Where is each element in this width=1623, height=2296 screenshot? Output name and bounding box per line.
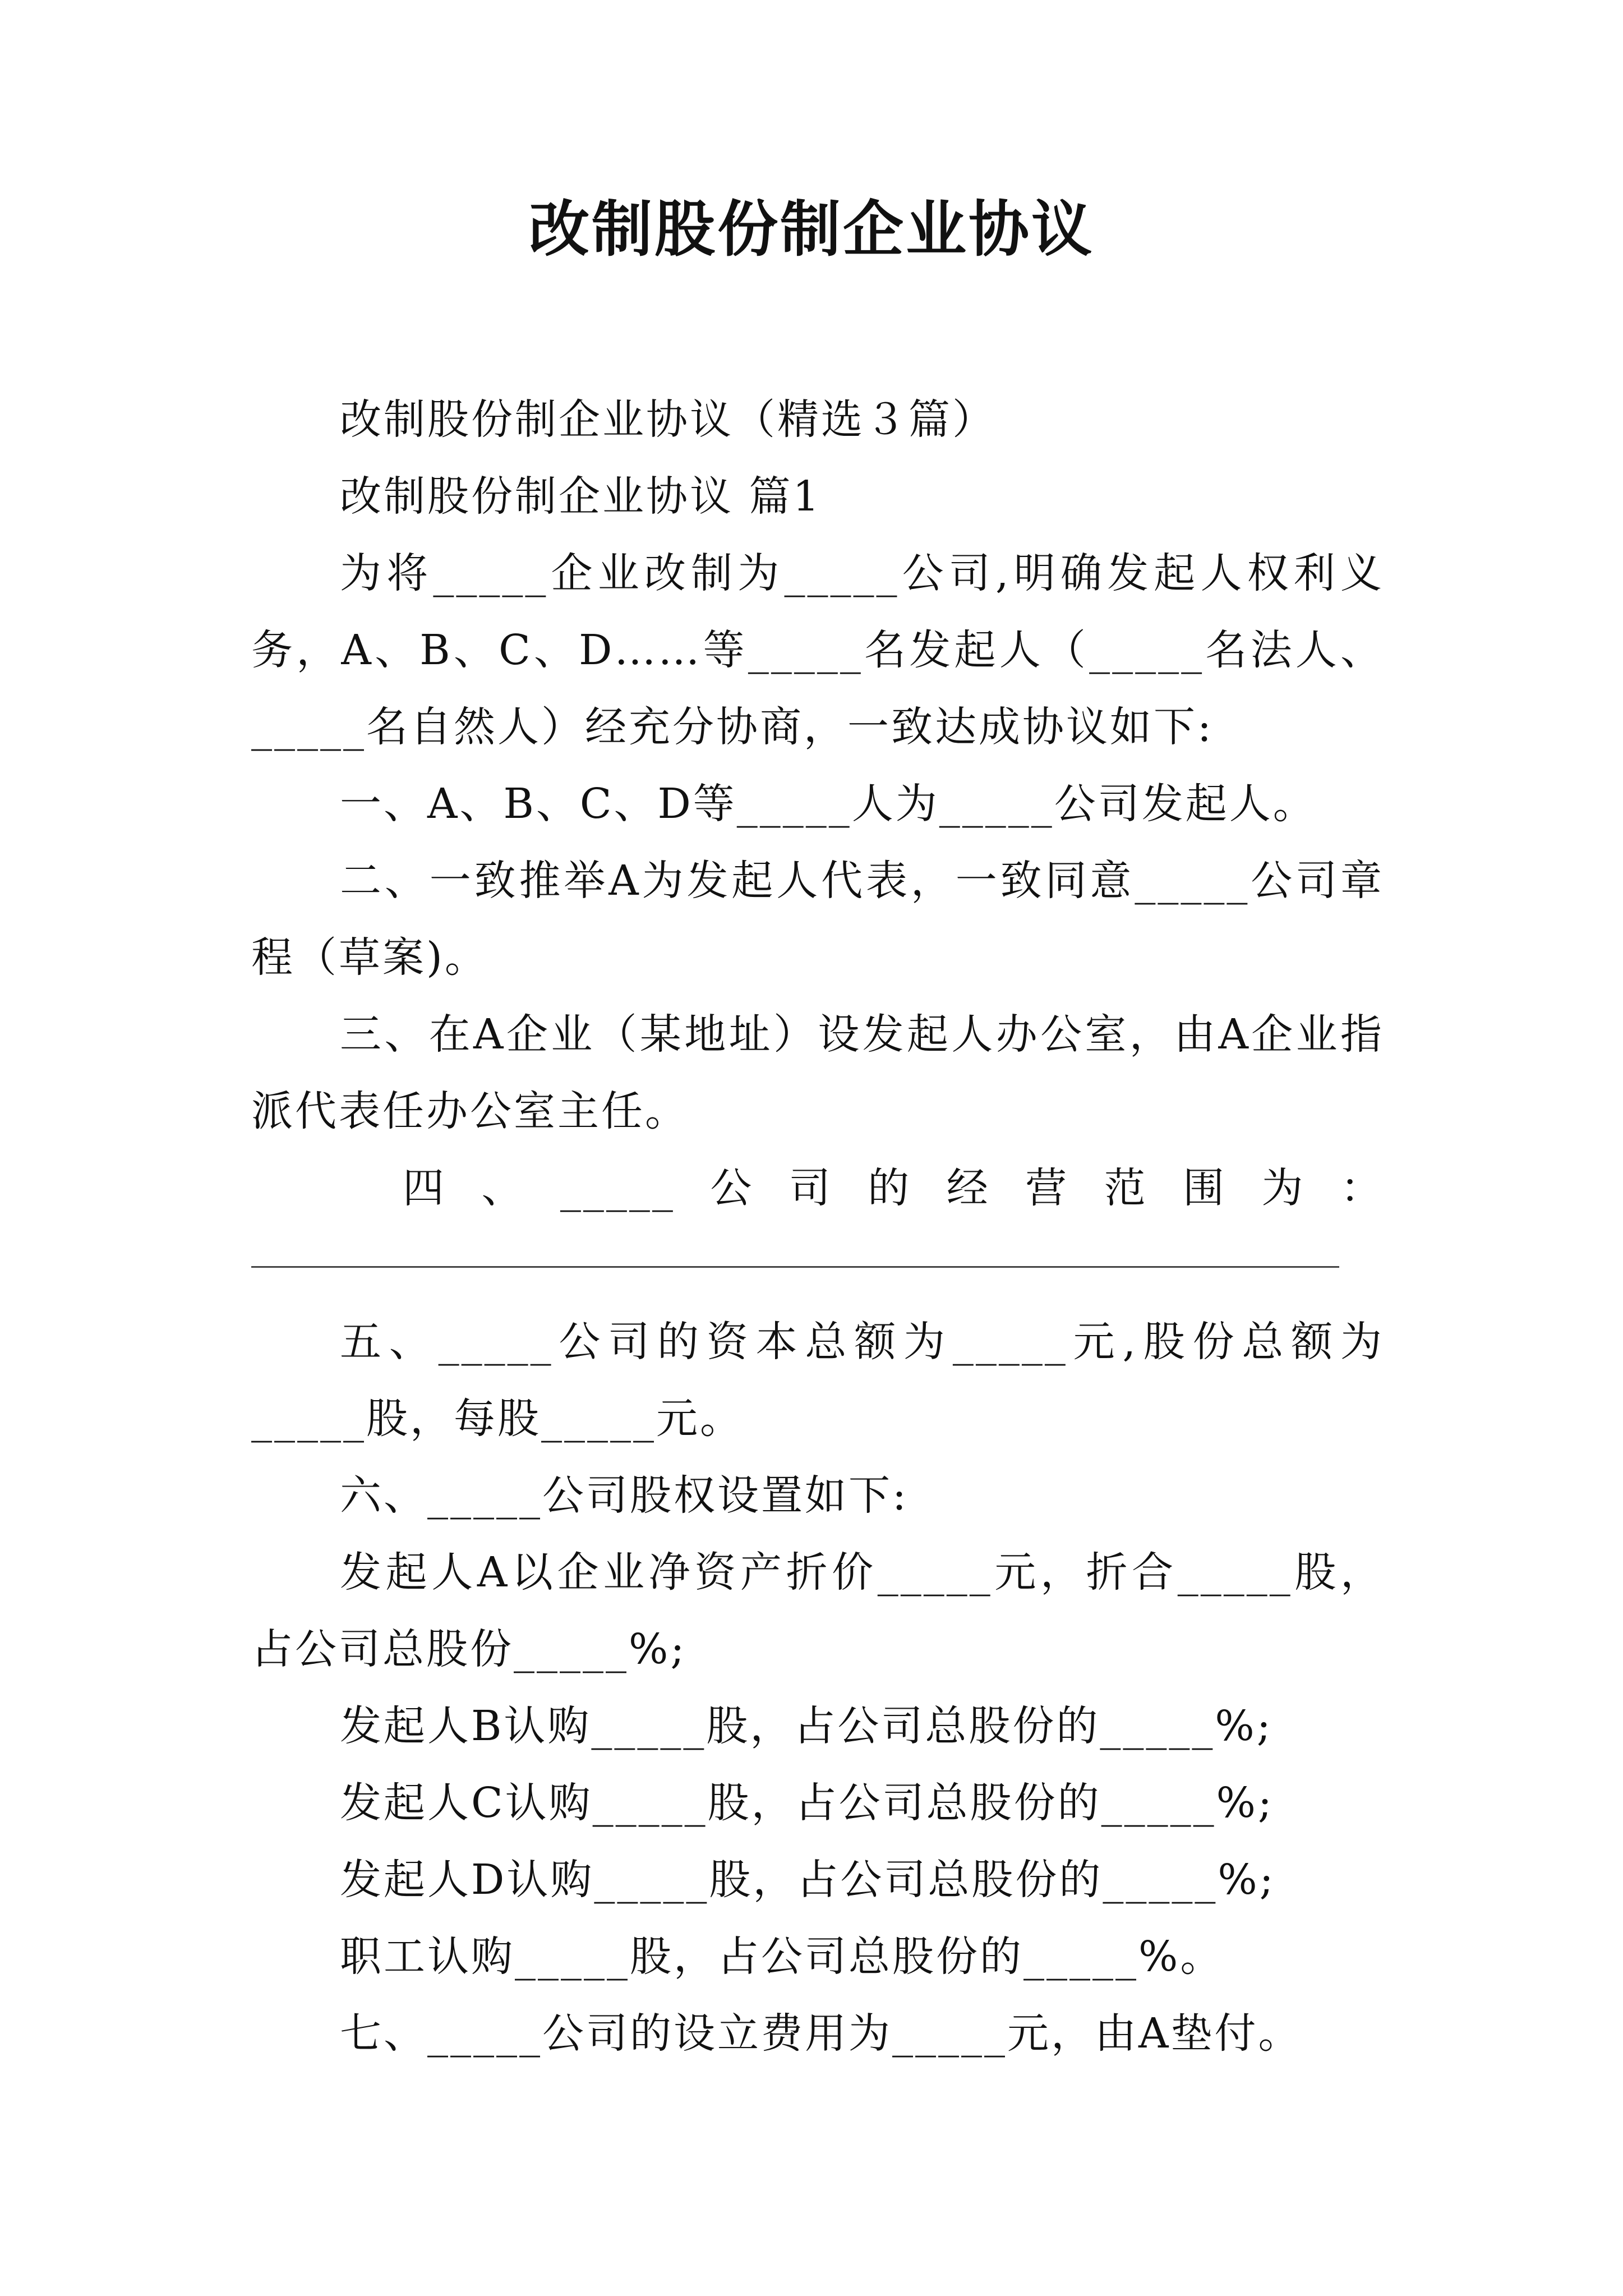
paragraph-share-a: 发起人A以企业净资产折价_____元，折合_____股，占公司总股份_____%; xyxy=(251,1548,1384,1673)
item4-token: 、 xyxy=(481,1164,525,1212)
paragraph-preamble: 为将_____企业改制为_____公司,明确发起人权利义务，A、B、C、D……等_____名发起人（_____名法人、_____名自然人）经充分协商，一致达成协议如下: xyxy=(251,549,1384,751)
paragraph-subtitle: 改制股份制企业协议（精选３篇） xyxy=(340,395,996,444)
paragraph-item-3: 三、在A企业（某地址）设发起人办公室，由A企业指派代表任办公室主任。 xyxy=(251,1010,1384,1135)
item4-token: 四 xyxy=(403,1164,446,1212)
paragraph-item-4 xyxy=(251,1150,1384,1227)
item4-token: 范 xyxy=(1104,1164,1148,1212)
paragraph-item-5: 五、_____公司的资本总额为_____元,股份总额为_____股，每股_____元。 xyxy=(251,1318,1384,1443)
item4-token: _____ xyxy=(560,1164,675,1212)
paragraph-item-1: 一、A、B、C、D等_____人为_____公司发起人。 xyxy=(340,780,1317,828)
document-title: 改制股份制企业协议 xyxy=(528,194,1094,265)
paragraph-section-heading: 改制股份制企业协议 篇1 xyxy=(340,472,822,521)
paragraph-share-d: 发起人D认购_____股，占公司总股份的_____%; xyxy=(340,1856,1276,1904)
business-scope-blank-line xyxy=(251,1227,1384,1304)
document-body xyxy=(251,381,1384,2072)
paragraph-share-b: 发起人B认购_____股，占公司总股份的_____%; xyxy=(340,1702,1273,1750)
item4-token: 司 xyxy=(789,1164,833,1212)
item4-token: 经 xyxy=(946,1164,990,1212)
item4-token: 为 xyxy=(1261,1164,1306,1212)
paragraph-share-staff: 职工认购_____股，占公司总股份的_____%。 xyxy=(340,1932,1224,1981)
item4-token: ： xyxy=(1340,1164,1384,1212)
item4-token: 的 xyxy=(868,1164,912,1212)
item4-token: 公 xyxy=(710,1164,754,1212)
paragraph-item-6: 六、_____公司股权设置如下: xyxy=(340,1471,909,1520)
item4-token: 营 xyxy=(1025,1164,1069,1212)
paragraph-item-7: 七、_____公司的设立费用为_____元，由A垫付。 xyxy=(340,2009,1302,2058)
paragraph-share-c: 发起人C认购_____股，占公司总股份的_____%; xyxy=(340,1779,1274,1827)
paragraph-item-2: 二、一致推举A为发起人代表，一致同意_____公司章程（草案)。 xyxy=(251,857,1384,982)
item4-token: 围 xyxy=(1183,1164,1227,1212)
